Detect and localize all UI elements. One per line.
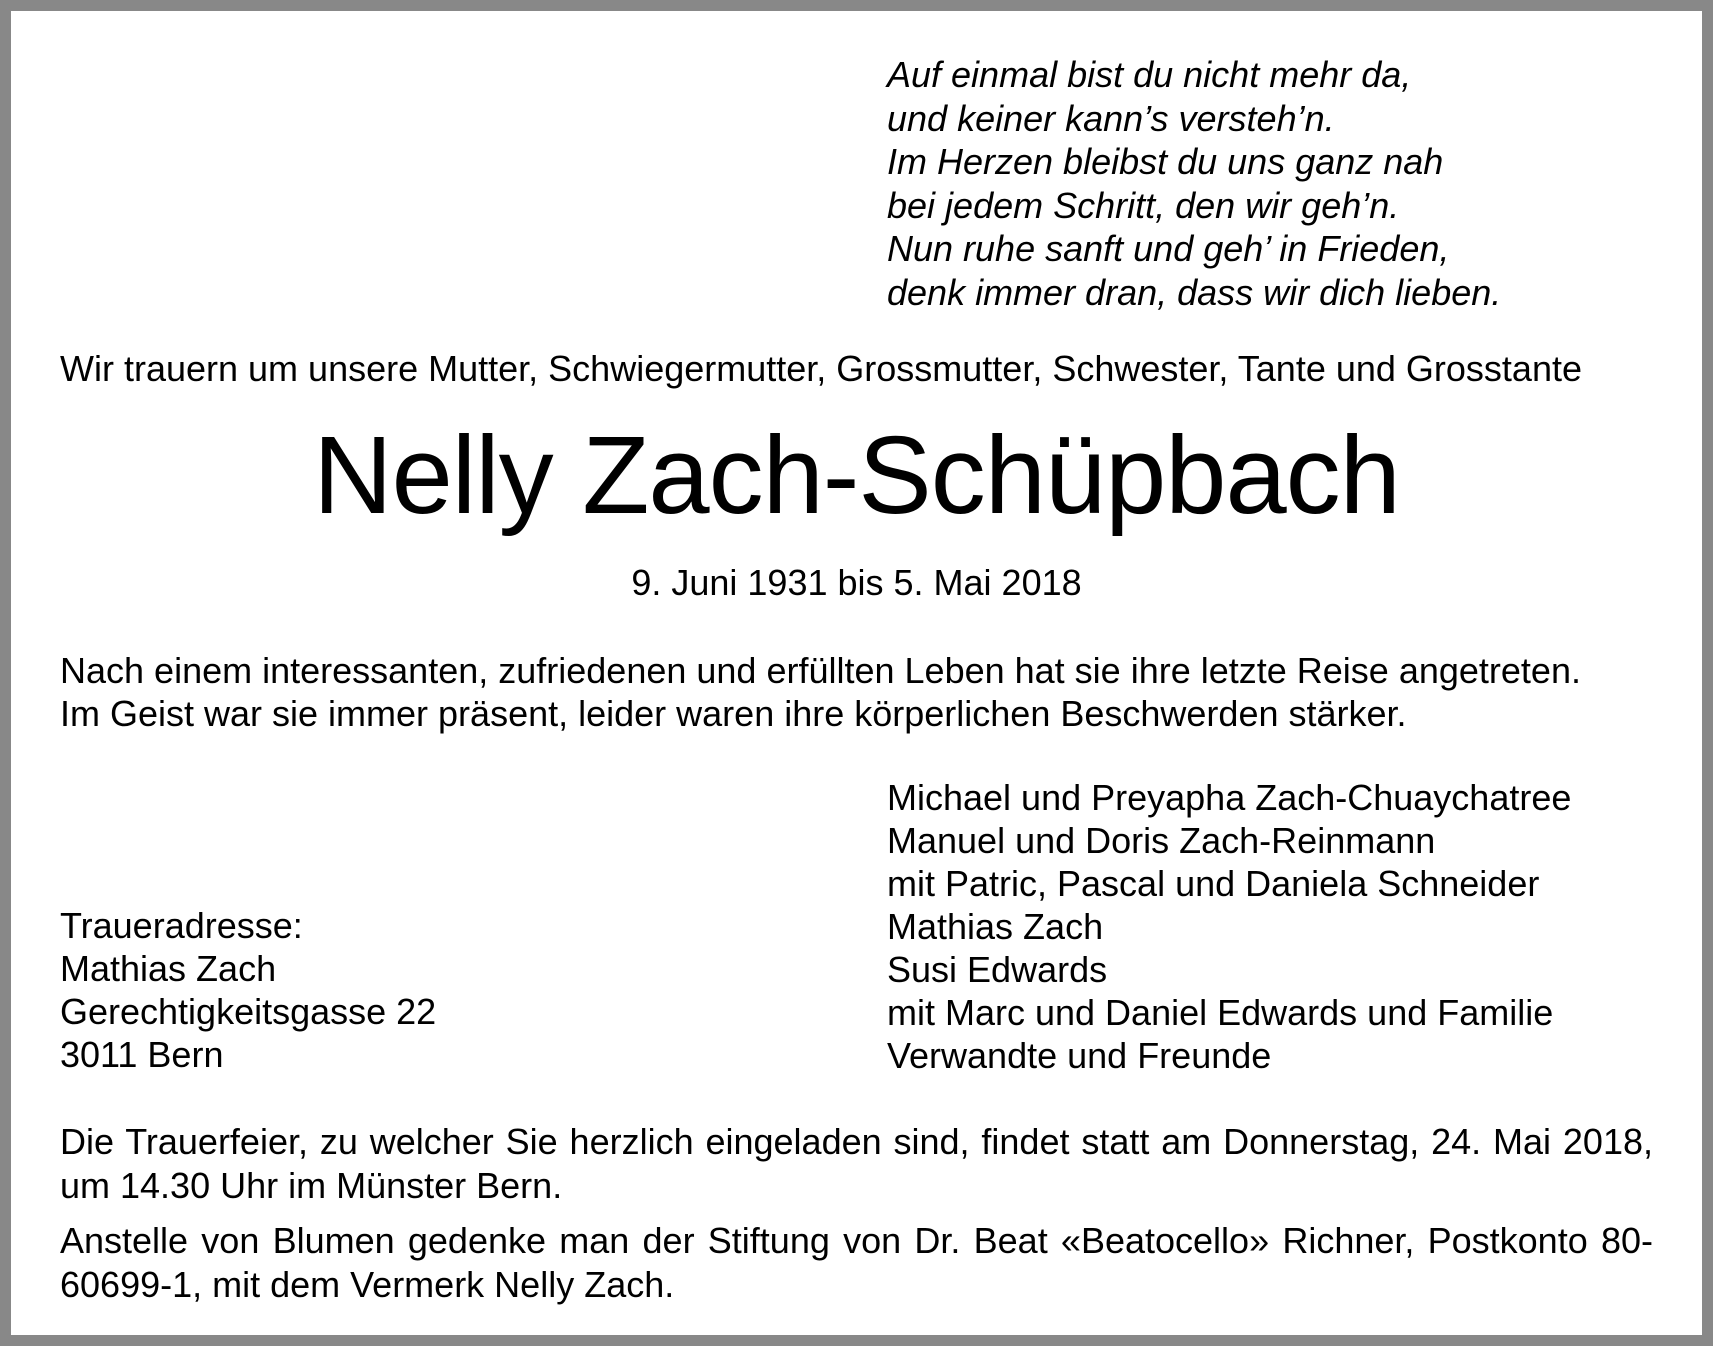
poem-line: Auf einmal bist du nicht mehr da, [887,54,1412,95]
poem-line: denk immer dran, dass wir dich lieben. [887,271,1502,313]
family-line: Mathias Zach [887,906,1104,947]
family-line: mit Marc und Daniel Edwards und Familie [887,992,1554,1033]
donation-info: Anstelle von Blumen gedenke man der Stiftung von Dr. Beat «Beatocello» Richner, Postkonto 80-60699-1, mit dem Vermerk Nelly Zach. [60,1220,1653,1305]
life-text-line: Im Geist war sie immer präsent, leider waren ihre körperlichen Beschwerden stärker. [60,693,1407,734]
address-name: Mathias Zach [60,948,277,989]
life-text-line: Nach einem interessanten, zufriedenen und erfüllten Leben hat sie ihre letzte Reise angetreten. [60,650,1581,691]
obituary-notice [11,11,1702,1335]
poem-line: Im Herzen bleibst du uns ganz nah [887,141,1444,182]
life-dates: 9. Juni 1931 bis 5. Mai 2018 [631,562,1082,603]
poem-line: bei jedem Schritt, den wir geh’n. [887,184,1400,226]
family-line: Manuel und Doris Zach-Reinmann [887,820,1436,861]
family-line: Michael und Preyapha Zach-Chuaychatree [887,777,1572,818]
family-list [887,776,1571,1077]
family-line: mit Patric, Pascal und Daniela Schneider [887,863,1540,904]
memorial-poem [887,53,1501,314]
family-line: Verwandte und Freunde [887,1035,1272,1076]
mourning-intro: Wir trauern um unsere Mutter, Schwiegermutter, Grossmutter, Schwester, Tante und Grosstante [60,348,1582,389]
deceased-name: Nelly Zach-Schüpbach [313,414,1400,537]
mourning-address [60,904,436,1076]
ceremony-info: Die Trauerfeier, zu welcher Sie herzlich eingeladen sind, findet statt am Donnerstag, 24. Mai 2018, um 14.30 Uhr im Münster Bern. [60,1121,1653,1206]
family-line: Susi Edwards [887,949,1108,990]
address-label: Traueradresse: [60,905,303,946]
poem-line: und keiner kann’s versteh’n. [887,97,1335,139]
address-city: 3011 Bern [60,1034,224,1075]
address-street: Gerechtigkeitsgasse 22 [60,991,437,1032]
life-text [60,649,1581,735]
poem-line: Nun ruhe sanft und geh’ in Frieden, [887,228,1450,269]
